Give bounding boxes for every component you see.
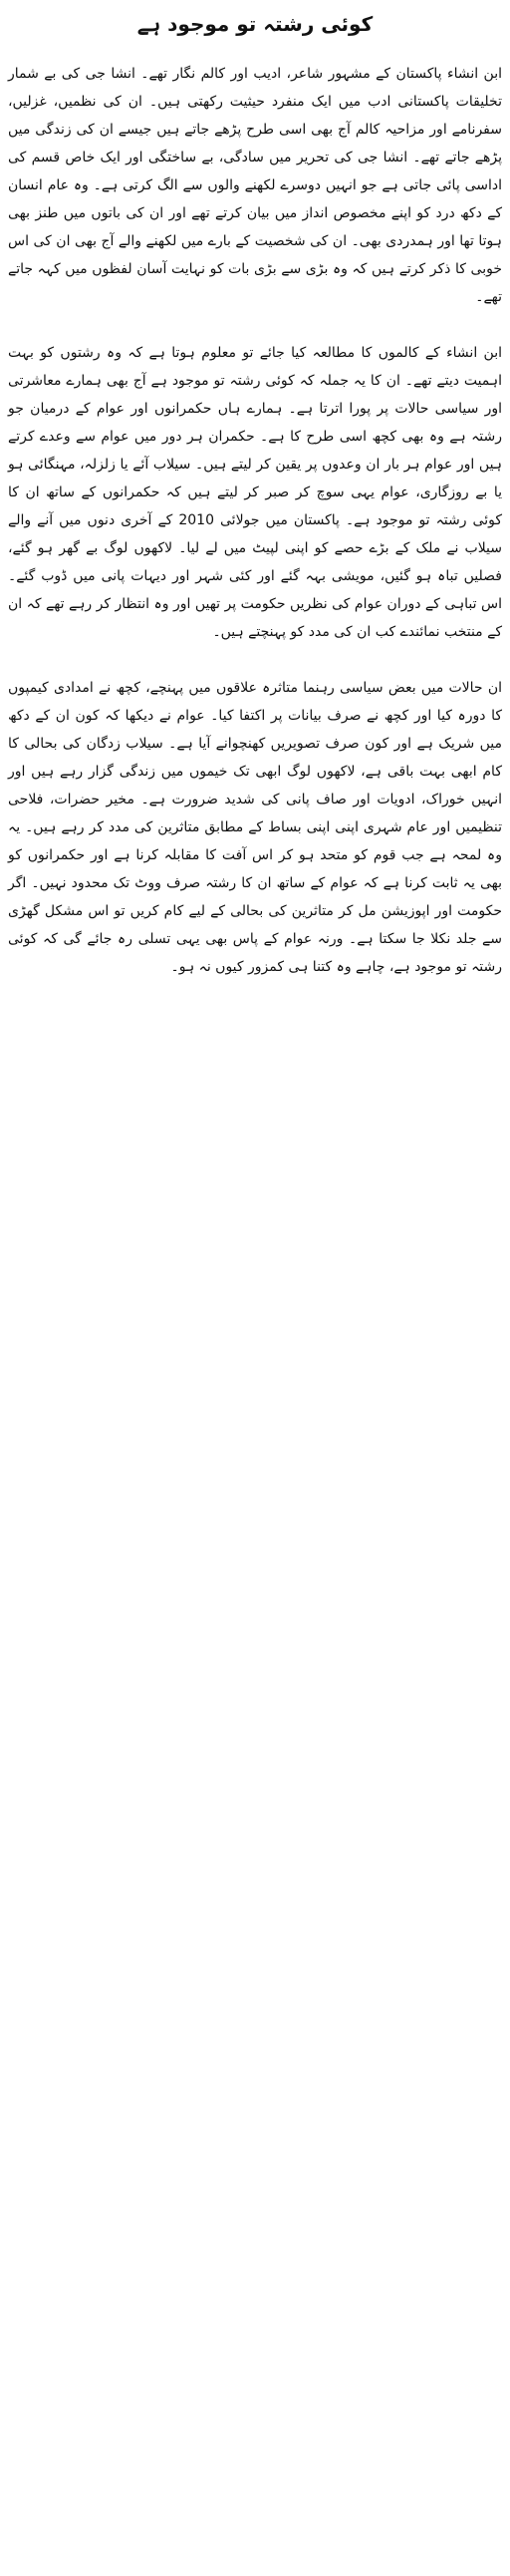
article-paragraph-2: ابن انشاء کے کالموں کا مطالعہ کیا جائے تو معلوم ہوتا ہے کہ وہ رشتوں کو بہت اہمیت دیتے تھے۔ ان کا یہ جملہ کہ کوئی رشتہ تو موجود ہے آج بھی ہمارے معاشرتی اور سیاسی حالات پر پورا اترتا ہے۔ ہمارے ہاں حکمرانوں اور عوام کے درمیان جو رشتہ ہے وہ بھی کچھ اسی طرح کا ہے۔ حکمران ہر دور میں عوام سے وعدے کرتے ہیں اور عوام ہر بار ان وعدوں پر یقین کر لیتے ہیں۔ سیلاب آئے یا زلزلہ، مہنگائی ہو یا بے روزگاری، عوام یہی سوچ کر صبر کر لیتے ہیں کہ حکمرانوں کے ساتھ ان کا کوئی رشتہ تو موجود ہے۔ پاکستان میں جولائی 2010 کے آخری دنوں میں آنے والے سیلاب نے ملک کے بڑے حصے کو اپنی لپیٹ میں لے لیا۔ لاکھوں لوگ بے گھر ہو گئے، فصلیں تباہ ہو گئیں، مویشی بہہ گئے اور کئی شہر اور دیہات پانی میں ڈوب گئے۔ اس تباہی کے دوران عوام کی نظریں حکومت پر تھیں اور وہ انتظار کر رہے تھے کہ ان کے منتخب نمائندے کب ان کی مدد کو پہنچتے ہیں۔: [8, 345, 502, 640]
article-paragraph-3: ان حالات میں بعض سیاسی رہنما متاثرہ علاقوں میں پہنچے، کچھ نے امدادی کیمپوں کا دورہ کیا اور کچھ نے صرف بیانات پر اکتفا کیا۔ عوام نے دیکھا کہ کون ان کے دکھ میں شریک ہے اور کون صرف تصویریں کھنچوانے آیا ہے۔ سیلاب زدگان کی بحالی کا کام ابھی بہت باقی ہے، لاکھوں لوگ ابھی تک خیموں میں زندگی گزار رہے ہیں اور انہیں خوراک، ادویات اور صاف پانی کی شدید ضرورت ہے۔ مخیر حضرات، فلاحی تنظیمیں اور عام شہری اپنی اپنی بساط کے مطابق متاثرین کی مدد کر رہے ہیں۔ یہ وہ لمحہ ہے جب قوم کو متحد ہو کر اس آفت کا مقابلہ کرنا ہے اور حکمرانوں کو بھی یہ ثابت کرنا ہے کہ عوام کے ساتھ ان کا رشتہ صرف ووٹ تک محدود نہیں۔ اگر حکومت اور اپوزیشن مل کر متاثرین کی بحالی کے لیے کام کریں تو اس مشکل گھڑی سے جلد نکلا جا سکتا ہے۔ ورنہ عوام کے پاس بھی یہی تسلی رہ جائے گی کہ کوئی رشتہ تو موجود ہے، چاہے وہ کتنا ہی کمزور کیوں نہ ہو۔: [8, 680, 502, 975]
page-title: کوئی رشتہ تو موجود ہے: [136, 12, 374, 36]
article-paragraph-1: ابن انشاء پاکستان کے مشہور شاعر، ادیب اور کالم نگار تھے۔ انشا جی کی بے شمار تخلیقات پاکستانی ادب میں ایک منفرد حیثیت رکھتی ہیں۔ ان کی نظمیں، غزلیں، سفرنامے اور مزاحیہ کالم آج بھی اسی طرح پڑھے جاتے ہیں جیسے ان کی زندگی میں پڑھے جاتے تھے۔ انشا جی کی تحریر میں سادگی، بے ساختگی اور ایک خاص قسم کی اداسی پائی جاتی ہے جو انہیں دوسرے لکھنے والوں سے الگ کرتی ہے۔ وہ عام انسان کے دکھ درد کو اپنے مخصوص انداز میں بیان کرتے تھے اور ان کی باتوں میں طنز بھی ہوتا تھا اور ہمدردی بھی۔ ان کی شخصیت کے بارے میں لکھنے والے آج بھی ان کی اس خوبی کا ذکر کرتے ہیں کہ وہ بڑی سے بڑی بات کو نہایت آسان لفظوں میں کہہ جاتے تھے۔: [8, 66, 503, 305]
article-body: [8, 60, 502, 981]
